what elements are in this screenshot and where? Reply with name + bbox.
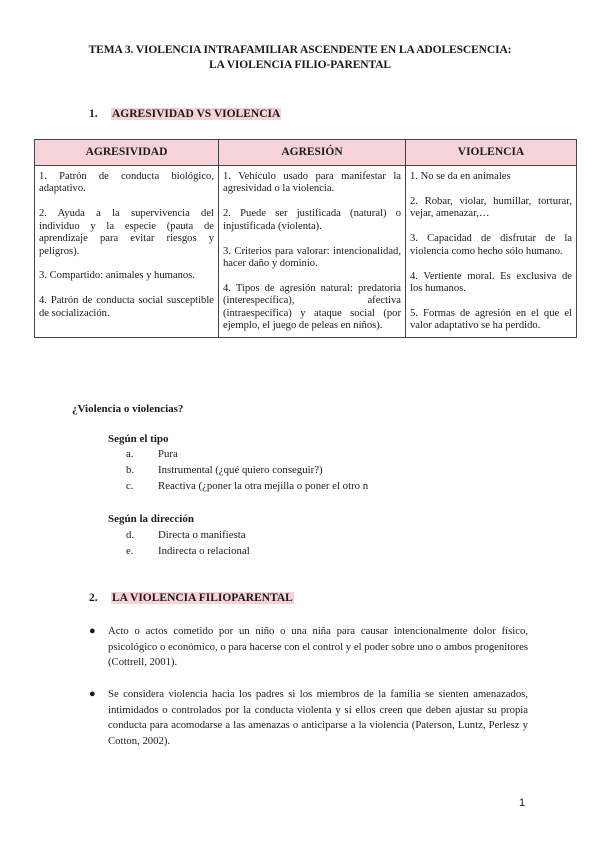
list-item xyxy=(126,527,250,543)
table-item: 1. No se da en animales xyxy=(410,171,511,182)
table-item: 4. Patrón de conducta social susceptible de socialización. xyxy=(39,295,214,319)
section-1-title: AGRESIVIDAD VS VIOLENCIA xyxy=(112,108,281,120)
document-title xyxy=(40,43,560,73)
section-1-heading xyxy=(89,108,281,120)
list-item xyxy=(90,687,528,749)
header-agresividad: AGRESIVIDAD xyxy=(35,140,219,166)
list-marker: b. xyxy=(126,464,135,476)
section-1-number: 1. xyxy=(89,108,98,120)
bullet-icon: ● xyxy=(89,688,96,700)
table-item: 3. Criterios para valorar: intencionalidad, hacer daño y dominio. xyxy=(223,245,401,270)
list-item xyxy=(126,446,368,462)
list-text: Reactiva (¿poner la otra mejilla o poner el otro n xyxy=(158,480,369,492)
bullet-icon: ● xyxy=(89,625,96,637)
definition-list-1 xyxy=(90,624,528,671)
bullet-text: Acto o actos cometido por un niño o una niña para causar intencionalmente dolor físico, psicológico o económico, o para hacerse con el control y el poder sobre uno o ambos progenitores (Cottrell, 2001). xyxy=(108,625,528,669)
table-item: 2. Robar, violar, humillar, torturar, vejar, amenazar,… xyxy=(410,195,572,220)
violencia-cell xyxy=(406,166,577,338)
violence-question: ¿Violencia o violencias? xyxy=(72,403,184,415)
page-number: 1 xyxy=(519,797,526,809)
list-item xyxy=(126,478,368,494)
type-subheading: Según el tipo xyxy=(108,433,169,445)
header-agresion: AGRESIÓN xyxy=(219,140,406,166)
section-2-heading xyxy=(89,592,294,604)
bullet-text: Se considera violencia hacia los padres si los miembros de la familia se sienten amenazados, intimidados o controlados por la conducta violenta y si ellos creen que deben ajustar su propia conducta para acomodarse a las amenazas o anticiparse a la violencia (Paterson, Luntz, Perlesz y Cotton, 2002). xyxy=(108,688,528,747)
section-2-number: 2. xyxy=(89,592,98,604)
title-line-1: TEMA 3. VIOLENCIA INTRAFAMILIAR ASCENDENTE EN LA ADOLESCENCIA: xyxy=(88,44,512,56)
agresion-cell xyxy=(219,166,406,338)
list-marker: d. xyxy=(126,529,135,541)
title-line-2: LA VIOLENCIA FILIO-PARENTAL xyxy=(209,59,391,71)
comparison-table xyxy=(34,139,577,338)
header-violencia: VIOLENCIA xyxy=(406,140,577,166)
table-header-row xyxy=(35,140,577,166)
list-item xyxy=(126,543,250,559)
table-item: 1. Patrón de conducta biológico, adaptativo. xyxy=(39,171,214,195)
table-item: 5. Formas de agresión en el que el valor adaptativo se ha perdido. xyxy=(410,307,572,332)
list-text: Indirecta o relacional xyxy=(158,545,250,557)
table-item: 2. Puede ser justificada (natural) o injustificada (violenta). xyxy=(223,208,401,232)
table-item: 3. Compartido: animales y humanos. xyxy=(39,270,195,282)
agresividad-cell xyxy=(35,166,219,338)
list-marker: c. xyxy=(126,480,134,492)
table-item: 3. Capacidad de disfrutar de la violencia como hecho sólo humano. xyxy=(410,233,572,257)
table-item: 2. Ayuda a la supervivencia del individuo y la especie (pauta de aprendizaje para evitar riesgos y peligros). xyxy=(39,208,214,257)
type-list xyxy=(126,446,368,494)
direction-list xyxy=(126,527,250,559)
list-text: Instrumental (¿qué quiero conseguir?) xyxy=(158,464,323,476)
list-item xyxy=(90,624,528,671)
definition-list-2 xyxy=(90,687,528,749)
direction-subheading: Según la dirección xyxy=(108,513,194,525)
table-row xyxy=(35,166,577,338)
list-marker: e. xyxy=(126,545,134,557)
section-2-title: LA VIOLENCIA FILIOPARENTAL xyxy=(112,592,293,604)
list-text: Pura xyxy=(158,448,178,460)
table-item: 1. Vehículo usado para manifestar la agresividad o la violencia. xyxy=(223,171,401,195)
table-item: 4. Vertiente moral. Es exclusiva de los humanos. xyxy=(410,270,572,294)
list-text: Directa o manifiesta xyxy=(158,529,246,541)
list-item xyxy=(126,462,368,478)
list-marker: a. xyxy=(126,448,134,460)
table-item: 4. Tipos de agresión natural: predatoria (interespecífica), afectiva (intraespecífica) y ataque social (por ejemplo, el juego de peleas en niños). xyxy=(223,282,401,332)
